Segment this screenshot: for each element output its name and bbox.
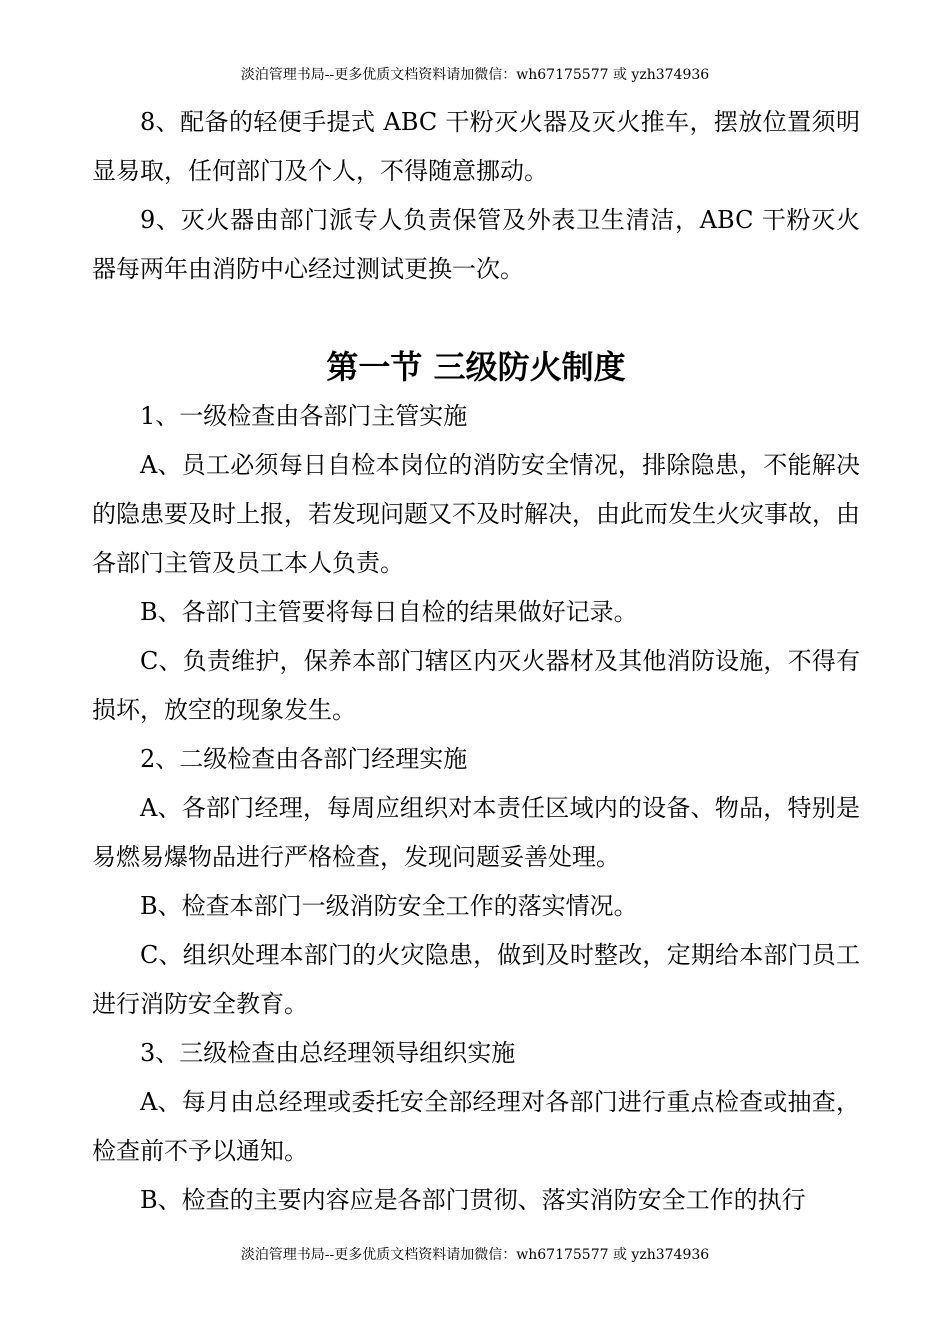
paragraph-2c: C、组织处理本部门的火灾隐患，做到及时整改，定期给本部门员工进行消防安全教育。 — [92, 941, 860, 1018]
paragraph-2a: A、各部门经理，每周应组织对本责任区域内的设备、物品，特别是易燃易爆物品进行严格检查，发现问题妥善处理。 — [92, 794, 860, 871]
paragraph-3a: A、每月由总经理或委托安全部经理对各部门进行重点检查或抽查，检查前不予以通知。 — [92, 1088, 860, 1165]
paragraph-item-9: 9、灭火器由部门派专人负责保管及外表卫生清洁，ABC 干粉灭火器每两年由消防中心经过测试更换一次。 — [92, 206, 860, 283]
page-header: 淡泊管理书局--更多优质文档资料请加微信：wh67175577 或 yzh374936 — [240, 67, 710, 83]
paragraph-level-1-check: 1、一级检查由各部门主管实施 — [140, 402, 468, 430]
paragraph-item-8: 8、配备的轻便手提式 ABC 干粉灭火器及灭火推车，摆放位置须明显易取，任何部门及个人，不得随意挪动。 — [92, 108, 860, 185]
page-footer: 淡泊管理书局--更多优质文档资料请加微信：wh67175577 或 yzh374936 — [240, 1247, 710, 1263]
paragraph-1b: B、各部门主管要将每日自检的结果做好记录。 — [140, 598, 638, 626]
document-body — [92, 98, 860, 1225]
paragraph-level-3-check: 3、三级检查由总经理领导组织实施 — [140, 1039, 516, 1067]
paragraph-level-2-check: 2、二级检查由各部门经理实施 — [140, 745, 468, 773]
paragraph-1c: C、负责维护，保养本部门辖区内灭火器材及其他消防设施，不得有损坏，放空的现象发生。 — [92, 647, 860, 724]
paragraph-1a: A、员工必须每日自检本岗位的消防安全情况，排除隐患，不能解决的隐患要及时上报，若发现问题又不及时解决，由此而发生火灾事故，由各部门主管及员工本人负责。 — [92, 451, 860, 577]
paragraph-2b: B、检查本部门一级消防安全工作的落实情况。 — [140, 892, 638, 920]
section-title: 第一节 三级防火制度 — [326, 348, 626, 386]
paragraph-3b: B、检查的主要内容应是各部门贯彻、落实消防安全工作的执行 — [140, 1186, 806, 1214]
